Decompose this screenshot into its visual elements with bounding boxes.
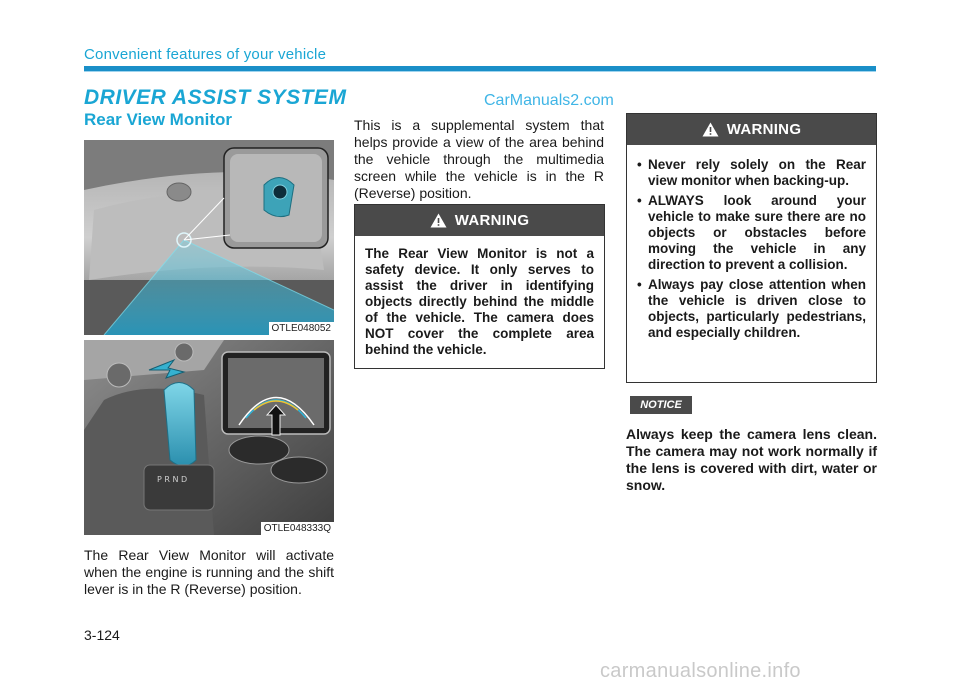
rear-camera-photo [84, 140, 334, 335]
warning-header [355, 205, 604, 236]
warning-box-right [626, 113, 877, 383]
warning-text: The Rear View Monitor is not a safety device. It only serves to assist the driver in identifying objects directly behind the middle of the vehicle. The camera does NOT cover the complete area behind the vehicle. [365, 246, 594, 357]
shift-lever-photo [84, 340, 334, 535]
page-number: 3-124 [84, 627, 120, 643]
figure-caption: OTLE048333Q [261, 522, 334, 535]
header-rule-thin [84, 71, 876, 72]
warning-body [627, 145, 876, 355]
warning-triangle-icon [702, 122, 719, 137]
warning-list [637, 157, 866, 341]
warning-header [627, 114, 876, 145]
warning-list-item: • Never rely solely on the Rear view monitor when backing-up. [637, 157, 866, 189]
notice-text: Always keep the camera lens clean. The camera may not work normally if the lens is covered with dirt, water or snow. [626, 426, 877, 493]
notice-tag: NOTICE [630, 396, 692, 414]
running-header: Convenient features of your vehicle [84, 46, 327, 63]
warning-triangle-icon [430, 213, 447, 228]
svg-text:P R N D: P R N D [157, 475, 188, 484]
subsection-title: Rear View Monitor [84, 110, 232, 129]
warning-title: WARNING [726, 121, 802, 138]
left-paragraph: The Rear View Monitor will activate when the engine is running and the shift lever is in the R (Reverse) position. [84, 547, 334, 597]
warning-box-center [354, 204, 605, 369]
warning-list-item: • ALWAYS look around your vehicle to make sure there are no objects or obstacles before moving the vehicle in any direction to prevent a collision. [637, 193, 866, 273]
figure-caption: OTLE048052 [269, 322, 335, 335]
middle-paragraph: This is a supplemental system that helps provide a view of the area behind the vehicle through the multimedia screen while the vehicle is in the R (Reverse) position. [354, 117, 604, 201]
warning-title: WARNING [454, 212, 530, 229]
warning-list-item: • Always pay close attention when the vehicle is driven close to objects, particularly pedestrians, and especially children. [637, 277, 866, 341]
section-title: DRIVER ASSIST SYSTEM [84, 86, 347, 109]
watermark-bottom: carmanualsonline.info [600, 660, 801, 682]
watermark-top: CarManuals2.com [484, 92, 614, 109]
